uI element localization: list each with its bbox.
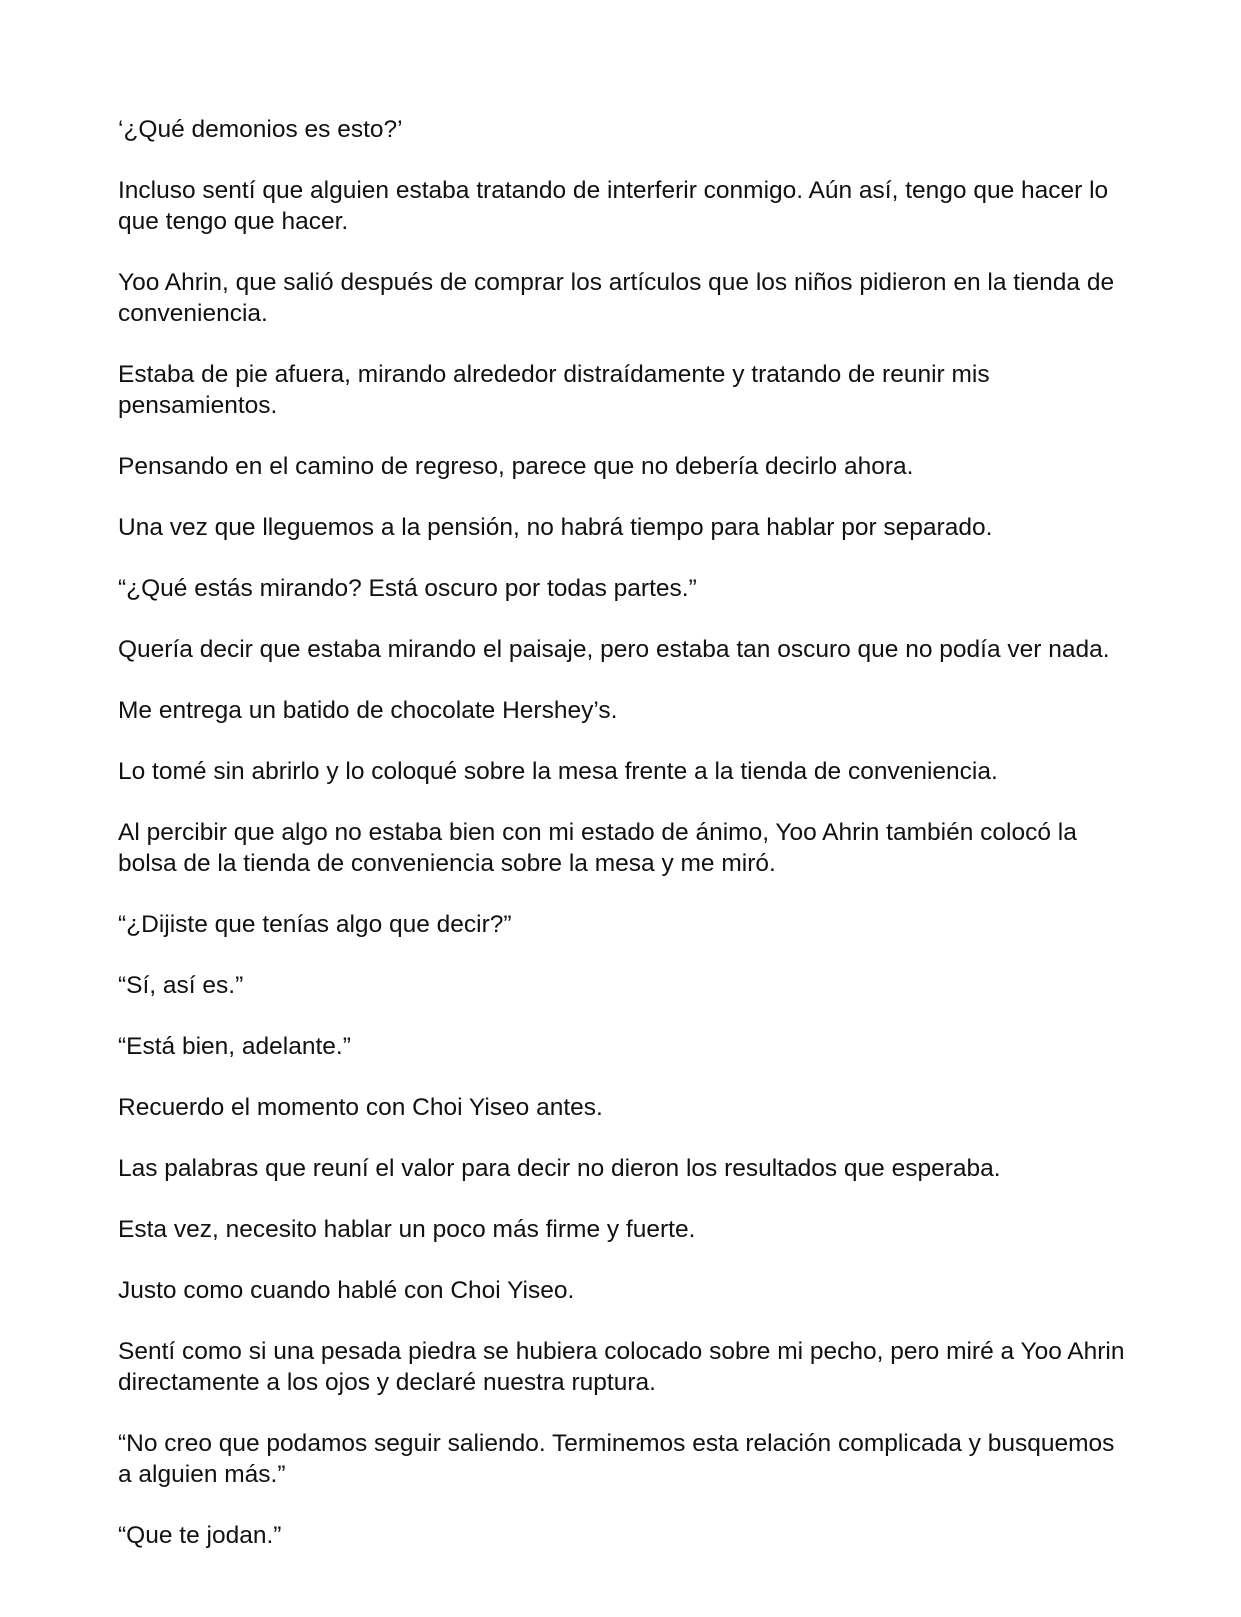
paragraph: Quería decir que estaba mirando el paisaje, pero estaba tan oscuro que no podía ver nada.: [118, 636, 1110, 663]
paragraph: Yoo Ahrin, que salió después de comprar los artículos que los niños pidieron en la tienda de conveniencia.: [118, 269, 1115, 327]
document-body: [118, 114, 1128, 1581]
paragraph: Sentí como si una pesada piedra se hubiera colocado sobre mi pecho, pero miré a Yoo Ahrin directamente a los ojos y declaré nuestra ruptura.: [118, 1338, 1125, 1396]
paragraph: Me entrega un batido de chocolate Hershey’s.: [118, 697, 618, 724]
paragraph: Justo como cuando hablé con Choi Yiseo.: [118, 1277, 575, 1304]
paragraph: Esta vez, necesito hablar un poco más firme y fuerte.: [118, 1216, 696, 1243]
paragraph: “Que te jodan.”: [118, 1522, 282, 1549]
paragraph: Al percibir que algo no estaba bien con mi estado de ánimo, Yoo Ahrin también colocó la bolsa de la tienda de conveniencia sobre la mesa y me miró.: [118, 819, 1077, 877]
paragraph: Incluso sentí que alguien estaba tratando de interferir conmigo. Aún así, tengo que hacer lo que tengo que hacer.: [118, 177, 1109, 235]
paragraph: ‘¿Qué demonios es esto?’: [118, 116, 403, 143]
paragraph: Una vez que lleguemos a la pensión, no habrá tiempo para hablar por separado.: [118, 514, 993, 541]
paragraph: Pensando en el camino de regreso, parece que no debería decirlo ahora.: [118, 453, 914, 480]
paragraph: “Está bien, adelante.”: [118, 1033, 351, 1060]
paragraph: “¿Qué estás mirando? Está oscuro por todas partes.”: [118, 575, 697, 602]
paragraph: “¿Dijiste que tenías algo que decir?”: [118, 911, 512, 938]
paragraph: Estaba de pie afuera, mirando alrededor distraídamente y tratando de reunir mis pensamientos.: [118, 361, 990, 419]
paragraph: “No creo que podamos seguir saliendo. Terminemos esta relación complicada y busquemos a alguien más.”: [118, 1430, 1115, 1488]
paragraph: Recuerdo el momento con Choi Yiseo antes.: [118, 1094, 603, 1121]
paragraph: Lo tomé sin abrirlo y lo coloqué sobre la mesa frente a la tienda de conveniencia.: [118, 758, 998, 785]
paragraph: “Sí, así es.”: [118, 972, 244, 999]
paragraph: Las palabras que reuní el valor para decir no dieron los resultados que esperaba.: [118, 1155, 1001, 1182]
